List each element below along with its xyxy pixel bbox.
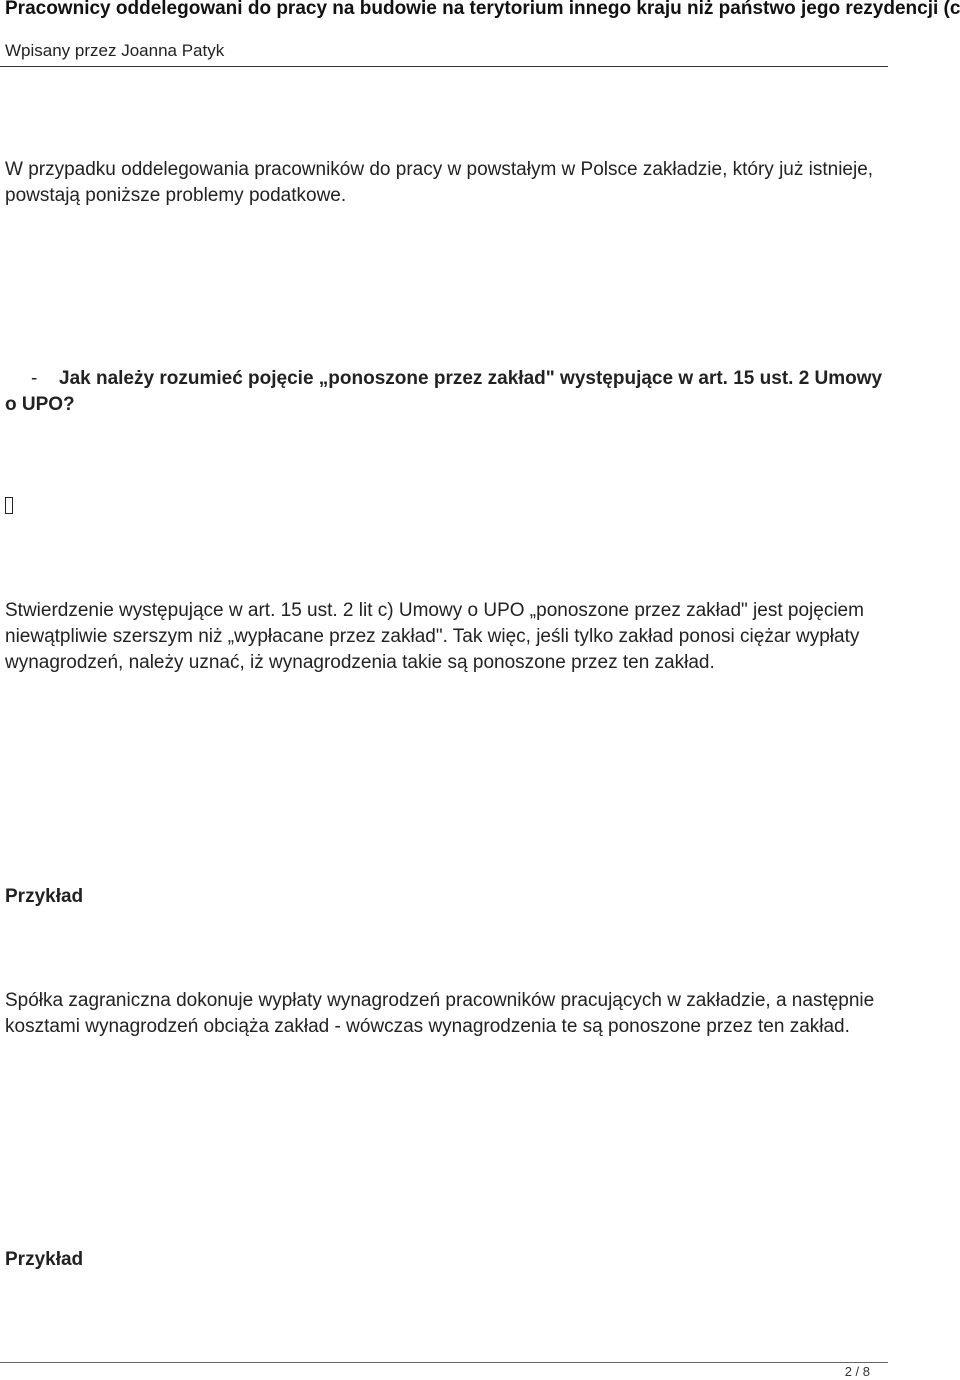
document-title: Pracownicy oddelegowani do pracy na budowie na terytorium innego kraju niż państwo jego rezydencji (c (5, 0, 960, 19)
paragraph-statement: Stwierdzenie występujące w art. 15 ust. 2 lit c) Umowy o UPO „ponoszone przez zakład" jest pojęciem niewątpliwie szerszym niż „wypłacane przez zakład". Tak więc, jeśli tylko zakład ponosi ciężar wypłaty wynagrodzeń, należy uznać, iż wynagrodzenia takie są ponoszone przez ten zakład. (5, 600, 864, 673)
paragraph-intro: W przypadku oddelegowania pracowników do pracy w powstałym w Polsce zakładzie, który już istnieje, powstają poniższe problemy podatkowe. (5, 159, 874, 206)
header-divider (0, 66, 888, 67)
example-heading-1: Przykład (5, 886, 84, 907)
question-item (5, 366, 885, 418)
author-line: Wpisany przez Joanna Patyk (5, 41, 225, 60)
list-dash: - (31, 368, 38, 389)
question-text: Jak należy rozumieć pojęcie „ponoszone przez zakład" występujące w art. 15 ust. 2 Umowy o UPO? (5, 368, 883, 415)
footer-divider (0, 1362, 888, 1363)
missing-glyph-icon (5, 497, 13, 514)
paragraph-example: Spółka zagraniczna dokonuje wypłaty wynagrodzeń pracowników pracujących w zakładzie, a następnie kosztami wynagrodzeń obciąża zakład - wówczas wynagrodzenia te są ponoszone przez ten zakład. (5, 990, 875, 1037)
page-number: 2 / 8 (844, 1364, 870, 1379)
example-heading-2: Przykład (5, 1249, 84, 1270)
